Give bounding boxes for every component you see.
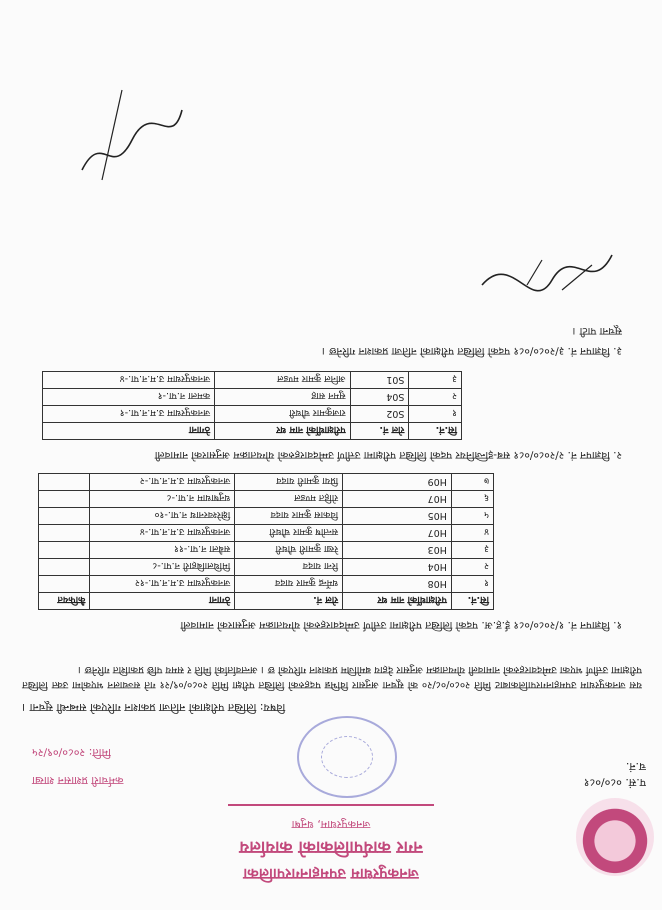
table-cell: १ bbox=[409, 406, 462, 423]
office-seal-stamp bbox=[297, 716, 397, 798]
table-cell bbox=[39, 474, 90, 491]
header-underline bbox=[228, 804, 434, 806]
table-cell: H03 bbox=[343, 542, 452, 559]
notice-board-note: सूचना पाटी । bbox=[572, 325, 622, 337]
table-header-cell: ठेगाना bbox=[90, 593, 235, 610]
table-header-cell: रोल नं. bbox=[350, 423, 409, 440]
reference-block bbox=[584, 758, 646, 790]
table-cell: ७ bbox=[451, 474, 493, 491]
table-cell: जनकपुरधाम उ.म.न.पा.-१२ bbox=[90, 576, 235, 593]
table-cell: सबैला न.पा.-११ bbox=[90, 542, 235, 559]
table-cell: मिथिलाबिहारी न.पा.-८ bbox=[90, 559, 235, 576]
table-cell: प्रिया कुमारी यादव bbox=[235, 474, 343, 491]
issue-date: मिति: २०८०/०९/२५ bbox=[32, 746, 111, 759]
section-3-note: ३. विज्ञापन नं. ३/२०८०/०८१ पदको लिखित परीक्षाको नतिजा प्रकाशन गरिनेछ । bbox=[321, 345, 622, 357]
table-cell: २ bbox=[409, 389, 462, 406]
signature-right bbox=[62, 80, 192, 190]
table-cell: H07 bbox=[343, 491, 452, 508]
table-cell: ३ bbox=[451, 542, 493, 559]
table-cell: H09 bbox=[343, 474, 452, 491]
table-cell: राजकुमार चौधरी bbox=[215, 406, 351, 423]
table-cell: क्षिरेश्वरनाथ न.पा.-१० bbox=[90, 508, 235, 525]
table-row bbox=[39, 542, 494, 559]
table-row bbox=[39, 576, 494, 593]
table-cell: S04 bbox=[350, 389, 409, 406]
table-cell: रेखा कुमारी चौधरी bbox=[235, 542, 343, 559]
table-row bbox=[43, 389, 462, 406]
table-cell: ३ bbox=[409, 372, 462, 389]
table-cell bbox=[39, 508, 90, 525]
header-municipality-name: जनकपुरधाम उपमहानगरपालिका bbox=[243, 865, 419, 883]
table-cell: H05 bbox=[343, 508, 452, 525]
section-2-results-table bbox=[42, 371, 462, 440]
table-cell: अनिल कुमार मण्डल bbox=[215, 372, 351, 389]
section-1-results-table bbox=[38, 473, 494, 610]
table-cell: जनकपुरधाम उ.म.न.पा.-४ bbox=[90, 525, 235, 542]
table-header-cell: कैफियत bbox=[39, 593, 90, 610]
table-cell: जनकपुरधाम उ.म.न.पा.-१ bbox=[43, 406, 215, 423]
table-header-cell: रोल नं. bbox=[235, 593, 343, 610]
table-header-cell: परीक्षार्थीको नाम थर bbox=[215, 423, 351, 440]
municipality-logo bbox=[576, 798, 654, 876]
table-header-row bbox=[43, 423, 462, 440]
table-row bbox=[43, 372, 462, 389]
table-cell: ६ bbox=[451, 491, 493, 508]
table-header-row bbox=[39, 593, 494, 610]
header-address: जनकपुरधाम, धनुषा bbox=[291, 818, 371, 831]
table-cell: सुमन साह bbox=[215, 389, 351, 406]
table-cell bbox=[39, 525, 90, 542]
table-row bbox=[39, 559, 494, 576]
header-office-name: नगर कार्यपालिकाको कार्यालय bbox=[239, 837, 423, 857]
table-cell: S01 bbox=[350, 372, 409, 389]
section-2-title: २. विज्ञापन नं. २/२०८०/०८१ सब-इन्जिनियर पदको लिखित परीक्षामा उत्तीर्ण उम्मेदवारहरुको योग्यताक्रम अनुसारको नामावली bbox=[154, 449, 622, 461]
table-row bbox=[39, 525, 494, 542]
table-cell: २ bbox=[451, 559, 493, 576]
section-label: कर्मचारी प्रशासन शाखा bbox=[32, 774, 124, 787]
table-row bbox=[39, 491, 494, 508]
table-cell: ५ bbox=[451, 508, 493, 525]
table-header-cell: सि.नं. bbox=[409, 423, 462, 440]
table-cell: धर्मेन्द्र कुमार यादव bbox=[235, 576, 343, 593]
table-cell: कमला न.पा.-१ bbox=[43, 389, 215, 406]
table-cell: १ bbox=[451, 576, 493, 593]
subject-line: विषय: लिखित परीक्षाको नतिजा प्रकाशन गरिएको सम्बन्धी सूचना । bbox=[22, 701, 286, 714]
table-row bbox=[39, 474, 494, 491]
table-cell: विकास कुमार यादव bbox=[235, 508, 343, 525]
table-cell bbox=[39, 491, 90, 508]
table-cell: सन्तोष कुमार चौधरी bbox=[235, 525, 343, 542]
table-row bbox=[39, 508, 494, 525]
table-cell: रिना यादव bbox=[235, 559, 343, 576]
table-cell: धनुषाधाम न.पा.-८ bbox=[90, 491, 235, 508]
table-cell: H08 bbox=[343, 576, 452, 593]
reference-number: प.सं. ०८०/०८१ bbox=[583, 776, 646, 789]
notice-paragraph: यस जनकपुरधाम उपमहानगरपालिकाबाट मिति २०८०/०८/२० को सूचना अनुसार विभिन्न पदहरुको लिखित परीक्षा मिति २०८०/०९/२१ गते सञ्चालन भएकोमा उक्त लिखित परीक्षामा उत्तीर्ण भएका उम्मेदवारहरुको नामावली योग्यताक्रम अनुसार देहाय बमोजिम प्रकाशन गरिएको छ । अन्तर्वार्ताको मिति र समय पछि प्रकाशित गरिनेछ । bbox=[22, 664, 642, 690]
table-cell: S02 bbox=[350, 406, 409, 423]
table-cell: रोहित मण्डल bbox=[235, 491, 343, 508]
table-header-cell: सि.नं. bbox=[451, 593, 493, 610]
table-cell: H04 bbox=[343, 559, 452, 576]
table-cell: ४ bbox=[451, 525, 493, 542]
table-cell bbox=[39, 542, 90, 559]
dispatch-number: च.नं. bbox=[625, 760, 646, 773]
table-cell bbox=[39, 559, 90, 576]
section-1-title: १. विज्ञापन नं. १/२०८०/०८१ ई.ह.अ. पदको लिखित परीक्षामा उत्तीर्ण उम्मेदवारहरुको योग्यताक्रम अनुसारको नामावली bbox=[180, 619, 622, 631]
signature-left bbox=[472, 235, 622, 305]
table-cell: H07 bbox=[343, 525, 452, 542]
table-cell: जनकपुरधाम उ.म.न.पा.-२ bbox=[90, 474, 235, 491]
table-row bbox=[43, 406, 462, 423]
table-header-cell: परीक्षार्थीको नाम थर bbox=[343, 593, 452, 610]
table-cell bbox=[39, 576, 90, 593]
table-cell: जनकपुरधाम उ.म.न.पा.-४ bbox=[43, 372, 215, 389]
table-header-cell: ठेगाना bbox=[43, 423, 215, 440]
